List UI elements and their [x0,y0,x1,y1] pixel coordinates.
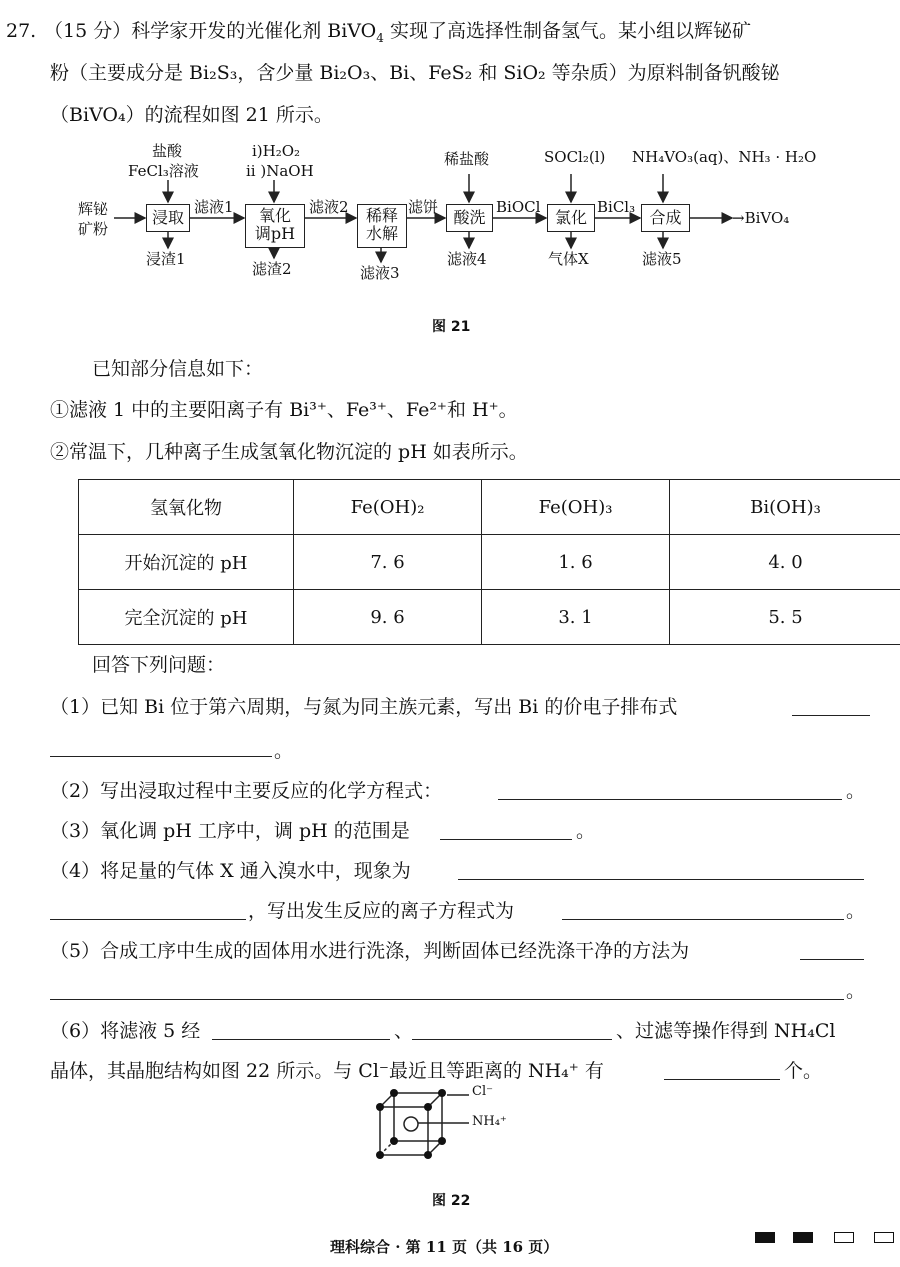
part-2-text: （2）写出浸取过程中主要反应的化学方程式： [50,780,443,802]
question-score: （15 分） [44,20,132,42]
intro-text: 科学家开发的光催化剂 BiVO [131,20,377,42]
step-acid-wash: 酸洗 [446,204,493,232]
step-chlorinate: 氯化 [547,204,595,232]
link-filter-cake: 滤饼 [408,198,439,216]
part-1-answer-blank-a[interactable] [792,697,870,716]
link-filtrate-1: 滤液1 [194,198,234,216]
table-cell: 4. 0 [670,535,900,590]
flow-product: →BiVO₄ [732,209,790,227]
footer-mark-empty [834,1232,854,1243]
step-synthesize: 合成 [641,204,690,232]
reagent-6: NH₄VO₃(aq)、NH₃ · H₂O [632,148,817,166]
waste-3: 滤液3 [360,264,400,282]
flow-start-2: 矿粉 [78,220,109,238]
reagent-5: SOCl₂(l) [544,148,606,166]
nh4cl-unit-cell-figure [370,1085,510,1165]
known-item-2: ②常温下，几种离子生成氢氧化物沉淀的 pH 如表所示。 [50,441,528,463]
table-cell: 开始沉淀的 pH [79,535,294,590]
intro-tail: 实现了高选择性制备氢气。某小组以辉铋矿 [383,20,751,42]
part-4-text: （4）将足量的气体 X 通入溴水中，现象为 [50,860,411,882]
label-chloride: Cl⁻ [472,1084,493,1099]
table-cell: 9. 6 [294,590,482,645]
reagent-4: 稀盐酸 [444,150,490,168]
known-heading: 已知部分信息如下： [92,358,264,380]
part-6-answer-blank-a[interactable] [212,1021,390,1040]
reagent-1a: 盐酸 [152,142,183,160]
part-6-text-b: 、过滤等操作得到 NH₄Cl [616,1020,836,1042]
part-4-end: 。 [846,900,866,922]
waste-2: 滤渣2 [252,260,292,278]
answer-heading: 回答下列问题： [92,654,226,676]
link-bicl3: BiCl₃ [597,198,636,216]
part-3-end: 。 [576,820,596,842]
part-6-answer-blank-b[interactable] [412,1021,612,1040]
part-1-end: 。 [274,740,294,762]
table-cell: 3. 1 [482,590,670,645]
question-line-2: 粉（主要成分是 Bi₂S₃，含少量 Bi₂O₃、Bi、FeS₂ 和 SiO₂ 等杂质）为原料制备钒酸铋 [50,62,780,84]
waste-4: 滤液4 [447,250,487,268]
waste-5: 气体X [548,250,589,268]
precipitation-ph-table [78,479,900,645]
part-5-answer-blank-b[interactable] [50,981,844,1000]
page-footer: 理科综合 · 第 11 页（共 16 页） [330,1238,559,1256]
label-ammonium: NH₄⁺ [472,1114,507,1129]
part-4-text-b: ，写出发生反应的离子方程式为 [248,900,515,922]
part-6-answer-blank-c[interactable] [664,1061,780,1080]
part-5-answer-blank-a[interactable] [800,941,864,960]
table-cell: 7. 6 [294,535,482,590]
part-1-answer-blank-b[interactable] [50,738,272,757]
step-dilute-hydrolyze: 稀释 水解 [357,204,407,248]
table-header-cell: 氢氧化物 [79,480,294,535]
part-1-text: （1）已知 Bi 位于第六周期，与氮为同主族元素，写出 Bi 的价电子排布式 [50,696,678,718]
question-number: 27. [6,20,37,42]
part-2-end: 。 [846,780,866,802]
step-leach: 浸取 [146,204,190,232]
reagent-1b: FeCl₃溶液 [128,162,199,180]
figure-22-caption: 图 22 [432,1193,471,1209]
part-6-end: 个。 [784,1060,823,1082]
part-6-text-c: 晶体，其晶胞结构如图 22 所示。与 Cl⁻最近且等距离的 NH₄⁺ 有 [50,1060,604,1082]
known-item-1: ①滤液 1 中的主要阳离子有 Bi³⁺、Fe³⁺、Fe²⁺和 H⁺。 [50,399,518,421]
table-header-cell: Fe(OH)₃ [482,480,670,535]
footer-mark-filled [755,1232,775,1243]
waste-6: 滤液5 [642,250,682,268]
reagent-2a: i)H₂O₂ [252,142,301,160]
table-cell: 完全沉淀的 pH [79,590,294,645]
table-header-row [79,480,900,535]
part-2-answer-blank[interactable] [498,781,842,800]
footer-mark-filled [793,1232,813,1243]
part-6-sep: 、 [394,1020,414,1042]
part-6-text: （6）将滤液 5 经 [50,1020,201,1042]
figure-21-caption: 图 21 [432,319,471,335]
part-4-answer-blank-b[interactable] [50,901,246,920]
flowchart-figure-21 [72,138,872,288]
part-4-answer-blank-c[interactable] [562,901,844,920]
footer-mark-empty [874,1232,894,1243]
part-5-text: （5）合成工序中生成的固体用水进行洗涤，判断固体已经洗涤干净的方法为 [50,940,690,962]
table-row [79,590,900,645]
table-header-cell: Bi(OH)₃ [670,480,900,535]
flow-start-1: 辉铋 [78,200,109,218]
table-row [79,535,900,590]
part-5-end: 。 [846,980,866,1002]
link-biocl: BiOCl [496,198,541,216]
table-cell: 1. 6 [482,535,670,590]
intro-sub: 4 [376,30,384,45]
reagent-2b: ii )NaOH [246,162,314,180]
part-4-answer-blank-a[interactable] [458,861,864,880]
question-line-1 [44,22,751,44]
table-header-cell: Fe(OH)₂ [294,480,482,535]
step-oxidize-adjust-ph: 氧化 调pH [245,204,305,248]
link-filtrate-2: 滤液2 [309,198,349,216]
part-3-answer-blank[interactable] [440,821,572,840]
part-3-text: （3）氧化调 pH 工序中，调 pH 的范围是 [50,820,410,842]
table-cell: 5. 5 [670,590,900,645]
question-line-3: （BiVO₄）的流程如图 21 所示。 [50,104,333,126]
waste-1: 浸渣1 [146,250,186,268]
